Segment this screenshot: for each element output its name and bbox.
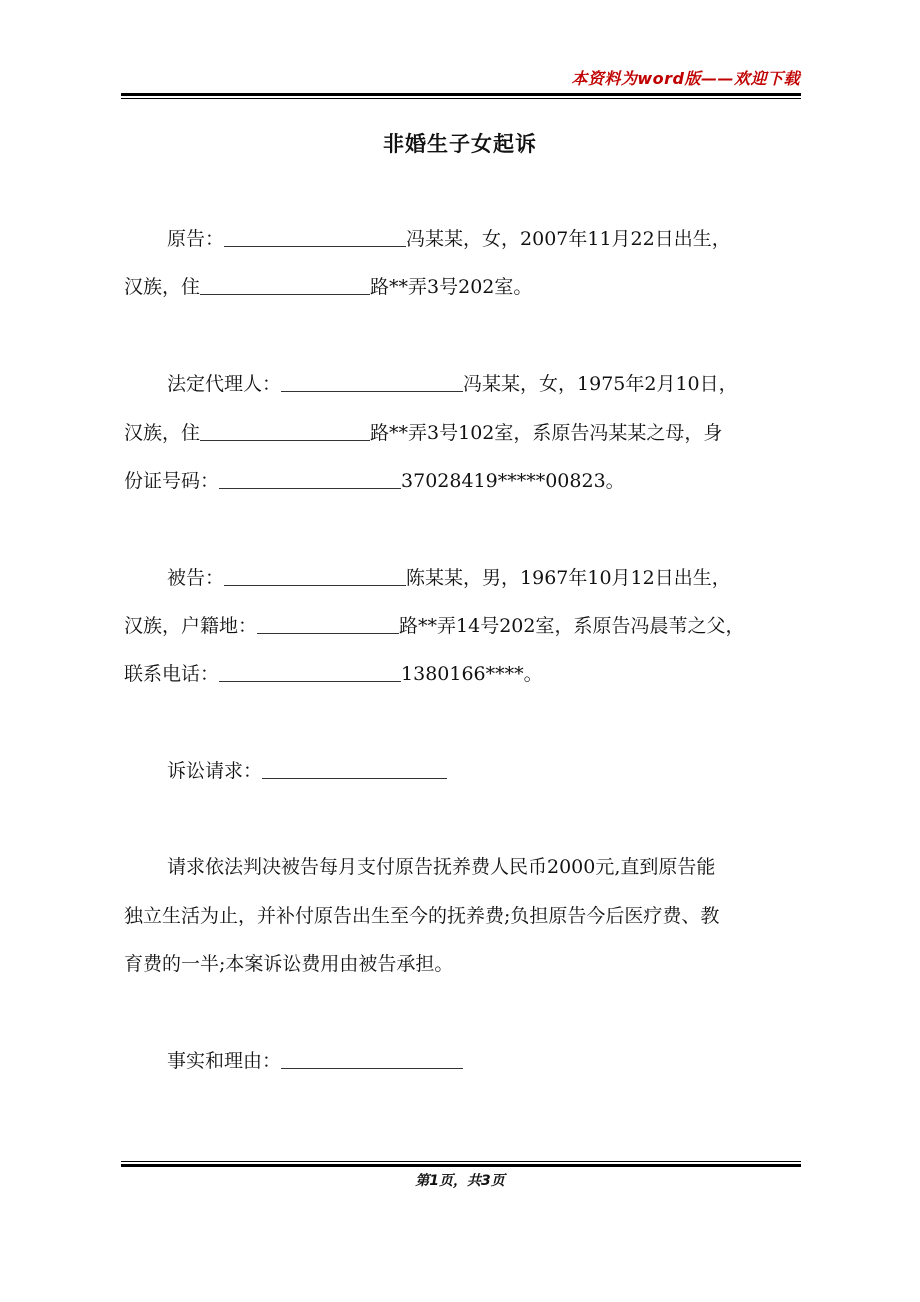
claims-text-line-2: 独立生活为止，并补付原告出生至今的抚养费;负担原告今后医疗费、教 [124, 905, 720, 927]
representative-id-blank [219, 470, 401, 489]
facts-blank [281, 1050, 463, 1069]
representative-line-2 [124, 418, 814, 445]
representative-address-prefix: 汉族，住 [124, 422, 201, 444]
defendant-phone-label: 联系电话： [124, 663, 220, 685]
document-title: 非婚生子女起诉 [383, 131, 537, 156]
defendant-label: 被告： [167, 567, 225, 589]
plaintiff-details: 冯某某，女，2007年11月22日出生， [406, 228, 731, 250]
claims-label: 诉讼请求： [167, 760, 263, 782]
claims-text-line-3: 育费的一半;本案诉讼费用由被告承担。 [124, 953, 454, 975]
plaintiff-line-2 [124, 272, 814, 299]
representative-label: 法定代理人： [167, 373, 282, 395]
defendant-phone-blank [219, 663, 401, 682]
defendant-phone: 1380166****。 [401, 663, 543, 685]
claims-heading [167, 756, 857, 783]
representative-line-3 [124, 466, 814, 493]
defendant-details: 陈某某，男，1967年10月12日出生， [406, 567, 731, 589]
claims-blank [262, 760, 447, 779]
header-rule-thin [121, 98, 801, 99]
plaintiff-label: 原告： [167, 228, 225, 250]
representative-line-1 [167, 369, 857, 396]
representative-details: 冯某某，女，1975年2月10日， [463, 373, 738, 395]
plaintiff-address-blank [200, 276, 370, 295]
plaintiff-address-prefix: 汉族，住 [124, 276, 201, 298]
representative-name-blank [281, 373, 463, 392]
plaintiff-line-1 [167, 224, 857, 251]
defendant-line-1 [167, 563, 857, 590]
representative-address-blank [200, 422, 370, 441]
header-rule-thick [121, 93, 801, 96]
defendant-address: 路**弄14号202室，系原告冯晨苇之父， [399, 615, 745, 637]
facts-heading [167, 1046, 857, 1073]
defendant-address-prefix: 汉族，户籍地： [124, 615, 258, 637]
plaintiff-name-blank [224, 228, 406, 247]
representative-id-label: 份证号码： [124, 470, 220, 492]
footer-rule-thick [121, 1164, 801, 1167]
defendant-line-3 [124, 659, 814, 686]
representative-address: 路**弄3号102室，系原告冯某某之母，身 [370, 422, 723, 444]
representative-id: 37028419*****00823。 [401, 470, 625, 492]
defendant-address-blank [257, 615, 399, 634]
page-number: 第1页，共3页 [415, 1173, 505, 1189]
facts-label: 事实和理由： [167, 1050, 282, 1072]
footer-rule-thin [121, 1161, 801, 1162]
defendant-name-blank [224, 567, 406, 586]
plaintiff-address: 路**弄3号202室。 [370, 276, 533, 298]
defendant-line-2 [124, 611, 814, 638]
header-banner: 本资料为word版——欢迎下载 [571, 69, 800, 88]
claims-text-line-1: 请求依法判决被告每月支付原告抚养费人民币2000元,直到原告能 [167, 856, 716, 878]
